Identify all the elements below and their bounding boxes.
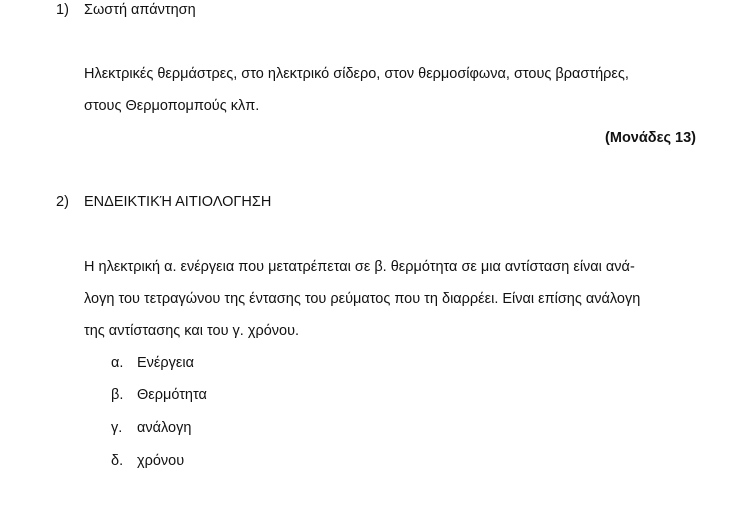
list-item-text-d: χρόνου — [137, 453, 185, 469]
section-2-paragraph-line-1: Η ηλεκτρική α. ενέργεια που μετατρέπεται σε β. θερμότητα σε μια αντίσταση είναι ανά- — [84, 259, 635, 275]
list-item-letter-d: δ. — [111, 453, 124, 469]
section-1-score: (Μονάδες 13) — [605, 130, 696, 146]
list-item-text-b: Θερμότητα — [137, 387, 207, 403]
section-1-title: Σωστή απάντηση — [84, 2, 196, 18]
section-2-title: ΕΝΔΕΙΚΤΙΚΉ ΑΙΤΙΟΛΟΓΗΣΗ — [84, 194, 272, 210]
section-1-paragraph-line-1: Ηλεκτρικές θερμάστρες, στο ηλεκτρικό σίδερο, στον θερμοσίφωνα, στους βραστήρες, — [84, 66, 629, 82]
section-2-paragraph-line-2: λογη του τετραγώνου της έντασης του ρεύματος που τη διαρρέει. Είναι επίσης ανάλογη — [84, 291, 641, 307]
section-2-paragraph-line-3: της αντίστασης και του γ. χρόνου. — [84, 323, 300, 339]
list-item-letter-b: β. — [111, 387, 124, 403]
list-item-letter-c: γ. — [111, 420, 123, 436]
list-item-letter-a: α. — [111, 355, 124, 371]
section-1-number: 1) — [56, 2, 69, 18]
list-item-text-a: Ενέργεια — [137, 355, 194, 371]
section-1-paragraph-line-2: στους Θερμοπομπούς κλπ. — [84, 98, 260, 114]
list-item-text-c: ανάλογη — [137, 420, 192, 436]
section-2-number: 2) — [56, 194, 69, 210]
